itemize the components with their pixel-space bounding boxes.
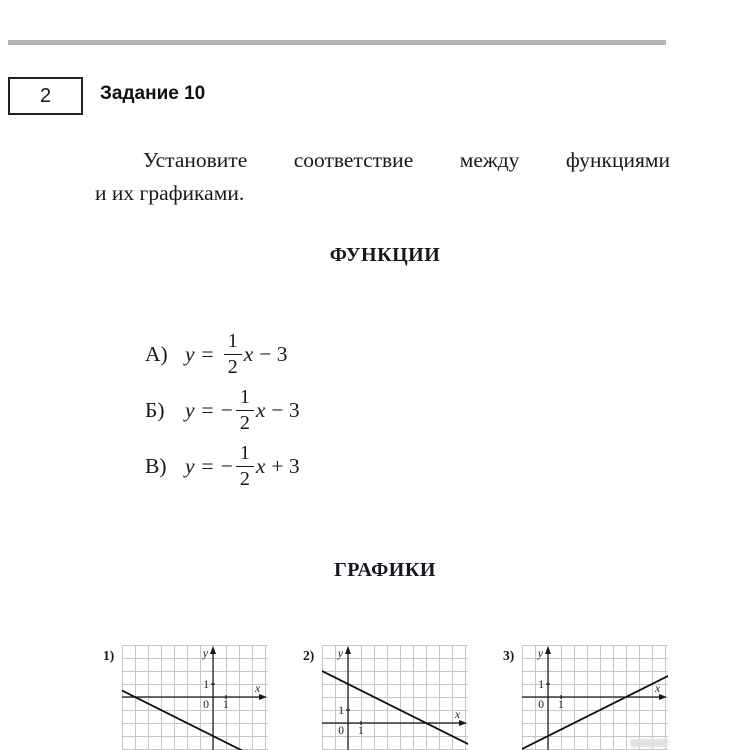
task-title: Задание 10 bbox=[100, 83, 206, 104]
formula-equals: = bbox=[201, 397, 214, 422]
functions-header: ФУНКЦИИ bbox=[329, 244, 441, 266]
svg-text:y: y bbox=[202, 648, 208, 660]
fraction-numerator: 1 bbox=[236, 442, 254, 466]
task-prompt bbox=[95, 144, 670, 210]
functions-list bbox=[145, 329, 300, 491]
formula-variable: x bbox=[255, 397, 266, 422]
function-label: В) bbox=[145, 453, 167, 478]
graph-1-label: 1) bbox=[103, 648, 115, 663]
fraction bbox=[224, 330, 242, 378]
fraction bbox=[236, 386, 254, 434]
formula-sign: − bbox=[220, 397, 233, 422]
graph-2-label: 2) bbox=[303, 648, 315, 663]
function-formula bbox=[185, 442, 300, 490]
graph-1-plot bbox=[122, 645, 268, 750]
formula-equals: = bbox=[201, 453, 214, 478]
fraction-denominator: 2 bbox=[227, 355, 238, 378]
fraction-denominator: 2 bbox=[239, 467, 250, 490]
svg-text:0: 0 bbox=[203, 699, 209, 711]
svg-text:0: 0 bbox=[338, 725, 344, 737]
function-label: А) bbox=[145, 341, 168, 366]
formula-lhs: y bbox=[185, 453, 195, 478]
function-item-a bbox=[145, 329, 300, 379]
function-formula bbox=[185, 330, 288, 378]
prompt-line-2: и их графиками. bbox=[95, 180, 245, 205]
fraction-numerator: 1 bbox=[236, 386, 254, 410]
formula-sign: − bbox=[220, 453, 233, 478]
formula-equals: = bbox=[201, 341, 214, 366]
fraction bbox=[236, 442, 254, 490]
fraction-numerator: 1 bbox=[224, 330, 242, 354]
graph-3-label: 3) bbox=[503, 648, 515, 663]
function-item-b bbox=[145, 385, 300, 435]
formula-lhs: y bbox=[185, 397, 195, 422]
function-label: Б) bbox=[145, 397, 165, 422]
svg-text:1: 1 bbox=[558, 699, 564, 711]
formula-variable: x bbox=[255, 453, 266, 478]
svg-text:y: y bbox=[537, 648, 543, 660]
svg-text:x: x bbox=[655, 683, 661, 695]
formula-constant: − 3 bbox=[259, 341, 288, 366]
formula-constant: − 3 bbox=[271, 397, 300, 422]
svg-text:x: x bbox=[255, 683, 261, 695]
formula-constant: + 3 bbox=[271, 453, 300, 478]
formula-lhs: y bbox=[185, 341, 195, 366]
formula-variable: x bbox=[243, 341, 254, 366]
svg-text:1: 1 bbox=[538, 679, 544, 691]
function-item-v bbox=[145, 441, 300, 491]
prompt-line-1: Установите соответствие между функциями bbox=[143, 147, 670, 172]
svg-text:1: 1 bbox=[338, 705, 344, 717]
svg-text:1: 1 bbox=[203, 679, 209, 691]
function-formula bbox=[185, 386, 300, 434]
svg-text:y: y bbox=[337, 648, 343, 660]
graphs-header: ГРАФИКИ bbox=[334, 559, 436, 581]
task-number: 2 bbox=[39, 84, 52, 107]
svg-text:1: 1 bbox=[223, 699, 229, 711]
svg-text:0: 0 bbox=[538, 699, 544, 711]
svg-text:1: 1 bbox=[358, 725, 364, 737]
svg-text:x: x bbox=[455, 709, 461, 721]
top-divider bbox=[8, 40, 666, 45]
watermark bbox=[630, 739, 668, 747]
graph-3-plot bbox=[522, 645, 668, 750]
fraction-denominator: 2 bbox=[239, 411, 250, 434]
task-number-box bbox=[8, 77, 83, 115]
graph-2-plot bbox=[322, 645, 468, 750]
